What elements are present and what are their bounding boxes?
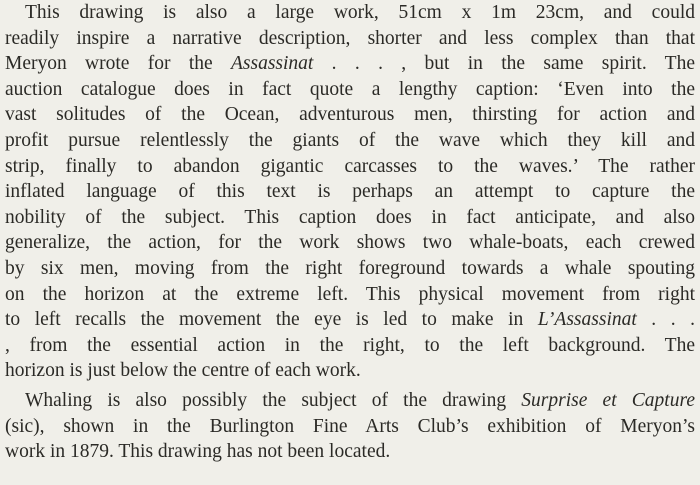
italic-title-assassinat: Assassinat — [231, 53, 314, 75]
text-line: by six men, moving from the right foreground towards a whale spouting — [5, 257, 695, 279]
text-run: Whaling is also possibly the subject of the drawing — [25, 389, 522, 411]
text-line: vast solitudes of the Ocean, adventurous men, thirsting for action and — [5, 104, 695, 126]
italic-title-lassassinat: L’Assassinat — [537, 309, 637, 331]
text-line: auction catalogue does in fact quote a lengthy caption: ‘Even into the — [5, 78, 695, 100]
text-run: Meryon wrote for the — [5, 53, 231, 75]
text-line: (sic), shown in the Burlington Fine Arts Club’s exhibition of Meryon’s — [5, 415, 695, 437]
text-line: horizon is just below the centre of each work. — [5, 360, 361, 382]
text-line: generalize, the action, for the work shows two whale-boats, each crewed — [5, 232, 695, 254]
text-line: inflated language of this text is perhaps an attempt to capture the — [5, 181, 695, 203]
text-line: nobility of the subject. This caption does in fact anticipate, and also — [5, 206, 695, 228]
text-line — [5, 388, 695, 414]
text-line — [5, 51, 695, 77]
text-line: strip, finally to abandon gigantic carcasses to the waves.’ The rather — [5, 155, 695, 177]
paragraph-2 — [5, 388, 695, 465]
text-line: , from the essential action in the right, to the left background. The — [5, 334, 695, 356]
text-run: . . . — [636, 309, 695, 331]
text-line: This drawing is also a large work, 51cm x 1m 23cm, and could — [25, 2, 695, 23]
text-run: . . . , but in the same spirit. The — [313, 53, 695, 75]
text-line: on the horizon at the extreme left. This physical movement from right — [5, 283, 695, 305]
text-run: to left recalls the movement the eye is led to make in — [5, 309, 538, 331]
text-line — [5, 307, 695, 333]
text-line: readily inspire a narrative description, shorter and less complex than that — [5, 27, 695, 49]
document-page — [5, 0, 695, 465]
text-line: work in 1879. This drawing has not been located. — [5, 441, 391, 463]
text-line: profit pursue relentlessly the giants of the wave which they kill and — [5, 129, 695, 151]
paragraph-1 — [5, 0, 695, 384]
italic-title-surprise-et-capture: Surprise et Capture — [521, 389, 695, 411]
